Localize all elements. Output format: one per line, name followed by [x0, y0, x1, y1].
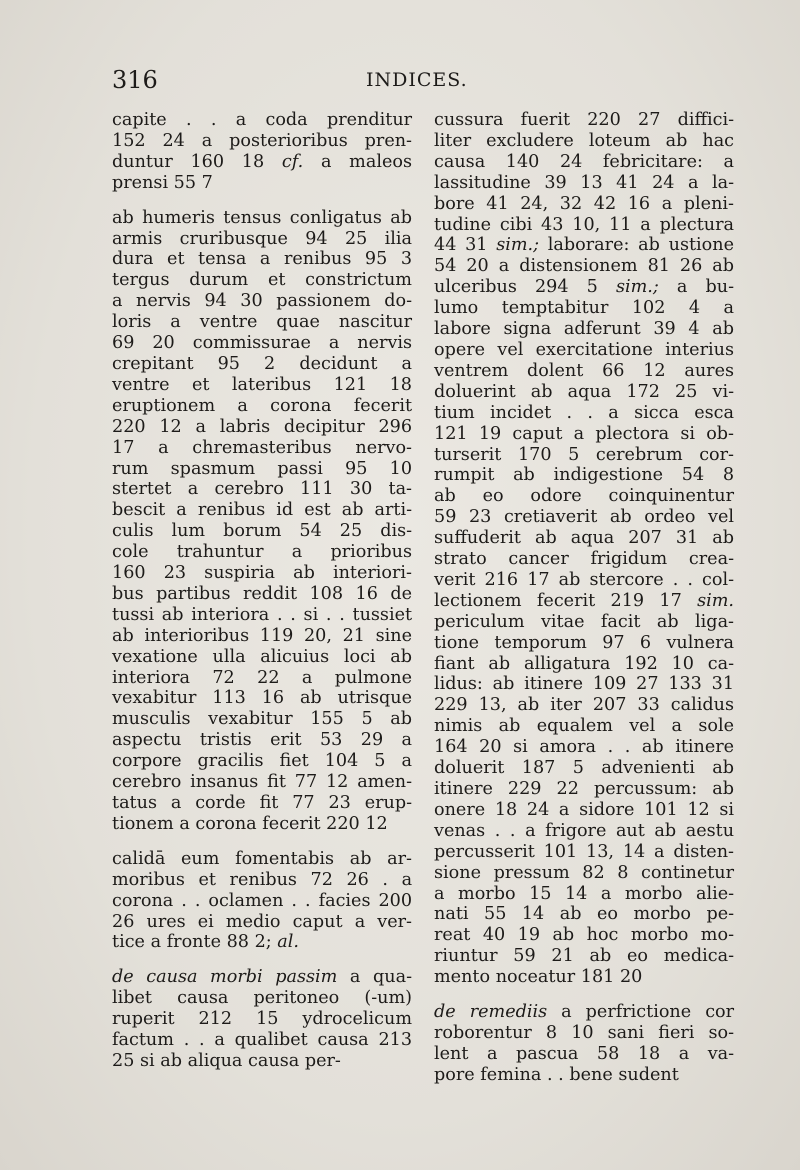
index-line: tudine cibi 43 10, 11 a plectura: [434, 214, 735, 235]
index-entry: [112, 208, 412, 835]
index-line: ab eo odore coinquinentur: [434, 486, 735, 507]
index-line: eruptionem a corona fecerit: [112, 395, 413, 416]
index-line: calidā eum fomentabis ab ar-: [112, 848, 412, 869]
index-line: 59 23 cretiaverit ab ordeo vel: [434, 507, 735, 528]
index-line: ruperit 212 15 ydrocelicum: [112, 1009, 413, 1030]
index-line: venas . . a frigore aut ab aestu: [434, 820, 735, 841]
page-header: [112, 66, 732, 100]
index-line: rumpit ab indigestione 54 8: [434, 465, 735, 486]
index-line: tussi ab interiora . . si . . tussiet: [112, 604, 413, 625]
index-line: lassitudine 39 13 41 24 a la-: [434, 172, 735, 193]
index-line: loris a ventre quae nascitur: [112, 312, 413, 333]
index-line: lumo temptabitur 102 4 a: [434, 298, 735, 319]
index-line: bore 41 24, 32 42 16 a pleni-: [434, 193, 734, 214]
index-line: roborentur 8 10 sani fieri so-: [434, 1022, 735, 1043]
index-line: nimis ab equalem vel a sole: [434, 716, 735, 737]
index-line: dura et tensa a renibus 95 3: [112, 249, 413, 270]
index-line: factum . . a qualibet causa 213: [112, 1030, 413, 1051]
index-line: causa 140 24 febricitare: a: [434, 151, 735, 172]
index-line: crepitant 95 2 decidunt a: [112, 353, 413, 374]
index-line: interiora 72 22 a pulmone: [112, 667, 413, 688]
index-line: lectionem fecerit 219 17 sim.: [434, 590, 735, 611]
index-line: musculis vexabitur 155 5 ab: [112, 709, 413, 730]
index-line: ab interioribus 119 20, 21 sine: [112, 625, 412, 646]
index-line: tatus a corde fit 77 23 erup-: [112, 793, 413, 813]
index-line: armis cruribusque 94 25 ilia: [112, 228, 413, 249]
index-line: 164 20 si amora . . ab itinere: [434, 737, 735, 758]
index-line: 121 19 caput a plectora si ob-: [434, 423, 734, 444]
index-line: cole trahuntur a prioribus: [112, 542, 412, 563]
index-line: mento noceatur 181 20: [434, 967, 643, 988]
index-line: corpore gracilis fiet 104 5 a: [112, 751, 412, 772]
index-line: 152 24 a posterioribus pren-: [112, 130, 413, 151]
index-line: de causa morbi passim a qua-: [112, 967, 413, 988]
index-line: 17 a chremasteribus nervo-: [112, 437, 412, 458]
index-entry: [112, 849, 412, 954]
index-line: de remediis a perfrictione cor: [434, 1002, 735, 1023]
index-line: liter excludere loteum ab hac: [434, 130, 735, 151]
index-line: 26 ures ei medio caput a ver-: [112, 911, 412, 932]
index-line: stertet a cerebro 111 30 ta-: [112, 479, 413, 500]
index-line: bescit a renibus id est ab arti-: [112, 500, 413, 521]
index-line: 25 si ab aliqua causa per-: [112, 1050, 341, 1071]
index-entry: [434, 110, 734, 988]
index-line: 44 31 sim.; laborare: ab ustione: [434, 235, 735, 256]
index-line: ventre et lateribus 121 18: [112, 374, 412, 395]
index-line: nati 55 14 ab eo morbo pe-: [434, 904, 735, 925]
index-line: periculum vitae facit ab liga-: [434, 611, 734, 632]
index-line: tionem a corona fecerit 220 12: [112, 813, 388, 834]
index-line: 220 12 a labris decipitur 296: [112, 416, 413, 437]
index-line: tice a fronte 88 2; al.: [112, 932, 299, 953]
index-line: lidus: ab itinere 109 27 133 31: [434, 674, 735, 695]
index-line: sione pressum 82 8 continetur: [434, 862, 735, 883]
index-line: riuntur 59 21 ab eo medica-: [434, 946, 735, 967]
index-line: pore femina . . bene sudent: [434, 1064, 679, 1085]
index-entry: [112, 967, 412, 1072]
left-column: [112, 110, 412, 1086]
index-line: 229 13, ab iter 207 33 calidus: [434, 695, 734, 716]
index-line: reat 40 19 ab hoc morbo mo-: [434, 925, 735, 946]
running-head: INDICES.: [366, 69, 468, 91]
index-line: aspectu tristis erit 53 29 a: [112, 730, 413, 751]
page-number: 316: [112, 66, 158, 94]
index-line: tergus durum et constrictum: [112, 270, 412, 291]
index-line: cussura fuerit 220 27 diffici-: [434, 110, 735, 130]
index-line: onere 18 24 a sidore 101 12 si: [434, 799, 735, 820]
index-line: lent a pascua 58 18 a va-: [434, 1043, 735, 1064]
index-line: culis lum borum 54 25 dis-: [112, 521, 413, 542]
index-line: a nervis 94 30 passionem do-: [112, 291, 413, 312]
index-line: moribus et renibus 72 26 . a: [112, 869, 413, 890]
index-line: verit 216 17 ab stercore . . col-: [434, 569, 735, 590]
index-entry: [112, 110, 412, 194]
index-line: strato cancer frigidum crea-: [434, 549, 735, 570]
index-line: turserit 170 5 cerebrum cor-: [434, 444, 735, 465]
index-line: itinere 229 22 percussum: ab: [434, 779, 735, 799]
index-line: 160 23 suspiria ab interiori-: [112, 563, 412, 584]
index-line: doluerit 187 5 advenienti ab: [434, 758, 735, 779]
index-line: vexatione ulla alicuius loci ab: [112, 646, 413, 667]
index-line: libet causa peritoneo (-um): [112, 988, 413, 1009]
index-line: suffuderit ab aqua 207 31 ab: [434, 528, 734, 549]
index-line: percusserit 101 13, 14 a disten-: [434, 841, 734, 862]
index-line: 69 20 commissurae a nervis: [112, 333, 413, 354]
index-line: duntur 160 18 cf. a maleos: [112, 151, 413, 172]
index-line: labore signa adferunt 39 4 ab: [434, 319, 735, 340]
index-line: ab humeris tensus conligatus ab: [112, 207, 413, 228]
index-line: opere vel exercitatione interius: [434, 339, 734, 360]
index-line: fiant ab alligatura 192 10 ca-: [434, 653, 735, 674]
index-line: 54 20 a distensionem 81 26 ab: [434, 256, 735, 277]
index-line: vexabitur 113 16 ab utrisque: [112, 688, 413, 709]
index-line: corona . . oclamen . . facies 200: [112, 890, 413, 911]
index-line: capite . . a coda prenditur: [112, 110, 413, 130]
index-line: tione temporum 97 6 vulnera: [434, 632, 735, 653]
right-column: [434, 110, 734, 1100]
index-line: doluerint ab aqua 172 25 vi-: [434, 381, 735, 402]
index-entry: [434, 1002, 734, 1086]
index-line: a morbo 15 14 a morbo alie-: [434, 883, 735, 904]
index-line: prensi 55 7: [112, 172, 213, 193]
index-line: cerebro insanus fit 77 12 amen-: [112, 772, 413, 793]
index-line: bus partibus reddit 108 16 de: [112, 583, 413, 604]
index-line: rum spasmum passi 95 10: [112, 458, 413, 479]
index-line: ventrem dolent 66 12 aures: [434, 360, 735, 381]
index-line: ulceribus 294 5 sim.; a bu-: [434, 277, 735, 298]
index-line: tium incidet . . a sicca esca: [434, 402, 735, 423]
